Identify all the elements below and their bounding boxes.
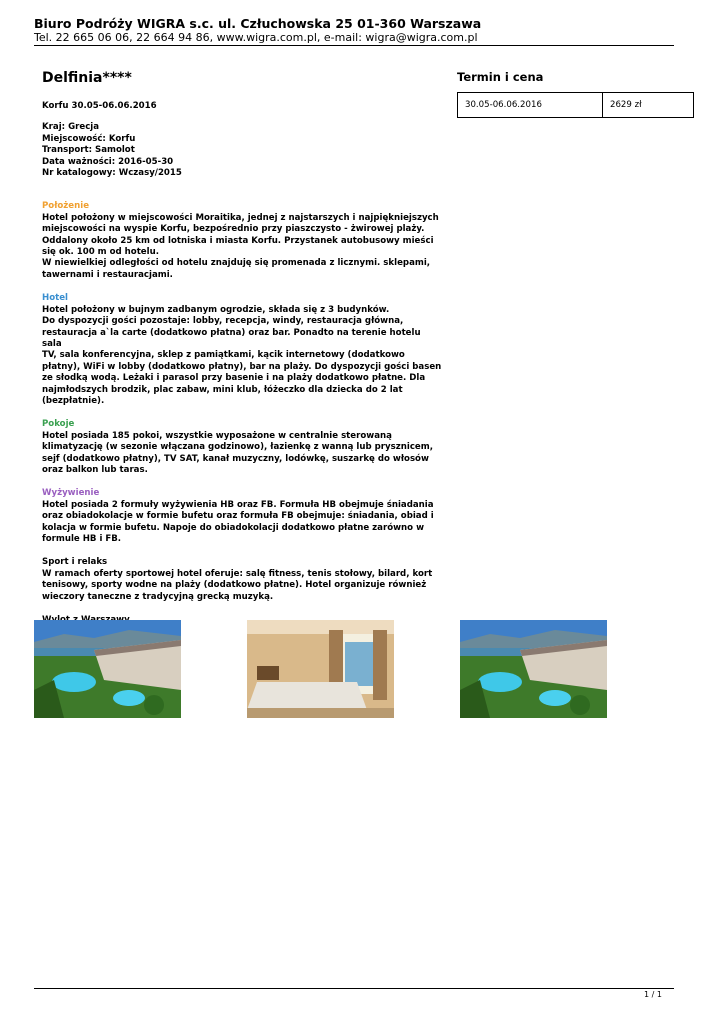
detail-validity: Data ważności: 2016-05-30 [42,156,174,167]
offer-title: Delfinia**** [42,70,132,86]
company-contact: Tel. 22 665 06 06, 22 664 94 86, www.wigra.com.pl, e-mail: wigra@wigra.com.pl [34,31,478,44]
section-line: tawernami i restauracjami. [42,269,173,280]
section-line: kolacja w formie bufetu. Napoje do obiadokolacji dodatkowo płatne zarówno w [42,522,425,533]
price-row [458,93,694,118]
photo-pool-aerial [34,620,181,718]
detail-transport: Transport: Samolot [42,145,135,156]
section-line: miejscowości na wyspie Korfu, bezpośrednio przy piaszczysto - żwirowej plaży. [42,224,425,235]
section-line: najmłodszych brodzik, plac zabaw, mini klub, łóżeczko dla dziecka do 2 lat [42,384,403,395]
section-4 [42,557,442,603]
section-heading: Hotel [42,293,68,304]
header-divider [34,45,674,46]
section-heading: Pokoje [42,419,75,430]
company-header [34,16,674,45]
detail-catalog: Nr katalogowy: Wczasy/2015 [42,168,182,179]
section-line: Hotel położony w miejscowości Moraitika, jednej z najstarszych i najpiękniejszych [42,212,439,223]
section-line: sejf (dodatkowo płatny), TV SAT, kanał muzyczny, lodówkę, suszarkę do włosów [42,453,429,464]
section-line: TV, sala konferencyjna, sklep z pamiątkami, kącik internetowy (dodatkowo [42,350,405,361]
section-line: się ok. 100 m od hotelu. [42,247,159,258]
photo-hotel-room [247,620,394,718]
pricing-title: Termin i cena [457,70,544,84]
offer-content [42,70,442,626]
price-amount: 2629 zł [603,93,694,118]
section-line: wieczory taneczne z tradycyjną grecką muzyką. [42,591,274,602]
price-date: 30.05-06.06.2016 [458,93,603,118]
hotel-photos [0,620,725,718]
section-line: ze słodką wodą. Leżaki i parasol przy basenie i na plaży dodatkowo płatne. Dla [42,373,426,384]
offer-details [42,122,442,179]
company-name: Biuro Podróży WIGRA s.c. ul. Człuchowska 25 01-360 Warszawa [34,16,482,31]
offer-dates: Korfu 30.05-06.06.2016 [42,101,157,111]
section-line: formule HB i FB. [42,534,122,544]
detail-country: Kraj: Grecja [42,122,100,133]
page-number: 1 / 1 [644,990,662,999]
section-heading: Sport i relaks [42,557,108,568]
section-line: W niewielkiej odległości od hotelu znajduję się promenada z licznymi. sklepami, [42,258,431,269]
detail-location: Miejscowość: Korfu [42,133,136,144]
section-line: płatny), WiFi w lobby (dodatkowo płatny), bar na plaży. Do dyspozycji gości basen [42,361,442,372]
photo-pool-garden [460,620,607,718]
section-1 [42,293,442,407]
description-sections [42,201,442,603]
section-line: Hotel położony w bujnym zadbanym ogrodzie, składa się z 3 budynków. [42,304,390,315]
section-line: oraz balkon lub taras. [42,464,148,475]
section-0 [42,201,442,281]
section-line: W ramach oferty sportowej hotel oferuje: salę fitness, tenis stołowy, bilard, kort [42,568,433,579]
section-line: Oddalony około 25 km od lotniska i miasta Korfu. Przystanek autobusowy mieści [42,235,434,246]
section-line: Hotel posiada 185 pokoi, wszystkie wyposażone w centralnie sterowaną [42,430,392,441]
section-heading: Położenie [42,201,90,212]
section-line: Hotel posiada 2 formuły wyżywienia HB oraz FB. Formuła HB obejmuje śniadania [42,499,434,510]
section-line: (bezpłatnie). [42,395,105,406]
section-line: klimatyzację (w sezonie włączana godzinowo), łazienkę z wanną lub prysznicem, [42,442,433,453]
price-table [457,92,694,118]
section-line: Do dyspozycji gości pozostaje: lobby, recepcja, windy, restauracja główna, [42,316,404,327]
footer-divider [34,988,674,989]
section-line: restauracja a`la carte (dodatkowo płatna) oraz bar. Ponadto na terenie hotelu sala [42,327,421,349]
pricing-panel [457,70,694,118]
section-heading: Wyżywienie [42,488,100,499]
section-3 [42,488,442,545]
section-line: tenisowy, sporty wodne na plaży (dodatkowo płatne). Hotel organizuje również [42,580,427,591]
section-2 [42,419,442,476]
section-line: oraz obiadokolacje w formie bufetu oraz formuła FB obejmuje: śniadania, obiad i [42,511,434,522]
